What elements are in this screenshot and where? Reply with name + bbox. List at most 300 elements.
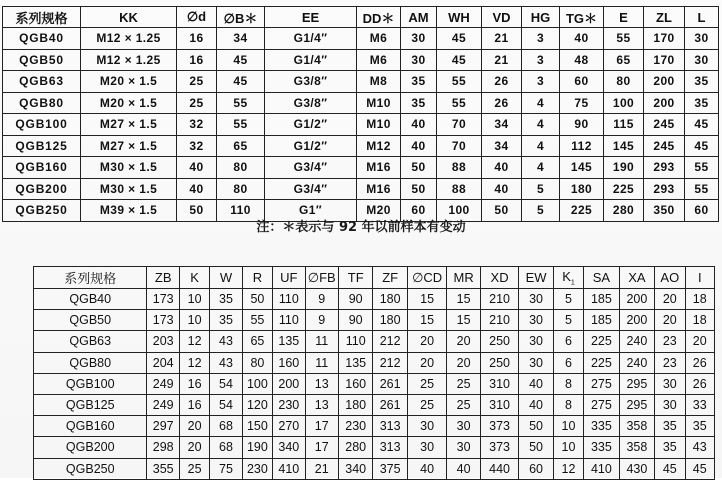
- value-cell: 135: [273, 331, 305, 352]
- value-cell: 340: [273, 437, 305, 458]
- value-cell: 225: [584, 352, 619, 373]
- value-cell: 30: [407, 416, 447, 437]
- value-cell: 25: [447, 373, 480, 394]
- value-cell: 90: [338, 310, 372, 331]
- model-cell: QGB80: [34, 352, 147, 373]
- value-cell: M30 × 1.5: [81, 178, 177, 200]
- model-cell: QGB50: [3, 49, 81, 71]
- model-cell: QGB250: [34, 458, 147, 479]
- value-cell: 65: [217, 135, 265, 157]
- value-cell: G1/4″: [265, 49, 357, 71]
- table-row: [34, 458, 715, 479]
- table-row: [34, 373, 715, 394]
- value-cell: 12: [179, 352, 209, 373]
- value-cell: 373: [480, 416, 519, 437]
- table-row: [3, 71, 719, 93]
- value-cell: 5: [553, 289, 583, 310]
- value-cell: 65: [604, 49, 644, 71]
- table-row: [34, 331, 715, 352]
- value-cell: 20: [447, 352, 480, 373]
- value-cell: 373: [480, 437, 519, 458]
- table-row: [34, 416, 715, 437]
- value-cell: 112: [560, 135, 604, 157]
- header-cell: MR: [447, 267, 480, 289]
- value-cell: 10: [179, 310, 209, 331]
- value-cell: 50: [401, 178, 437, 200]
- value-cell: 4: [522, 114, 560, 136]
- value-cell: 210: [480, 310, 519, 331]
- value-cell: 88: [437, 157, 482, 179]
- header-cell: AO: [655, 267, 685, 289]
- value-cell: 10: [553, 437, 583, 458]
- table-row: [3, 92, 719, 114]
- header-cell: WH: [437, 7, 482, 28]
- value-cell: M12 × 1.25: [81, 28, 177, 50]
- value-cell: 90: [338, 289, 372, 310]
- value-cell: 275: [584, 373, 619, 394]
- value-cell: 4: [522, 92, 560, 114]
- value-cell: 55: [437, 92, 482, 114]
- value-cell: 21: [482, 49, 522, 71]
- value-cell: 50: [482, 200, 522, 222]
- value-cell: 20: [179, 437, 209, 458]
- value-cell: 110: [217, 200, 265, 222]
- value-cell: 3: [522, 71, 560, 93]
- value-cell: 115: [604, 114, 644, 136]
- model-cell: QGB63: [34, 331, 147, 352]
- value-cell: 358: [619, 437, 654, 458]
- value-cell: 13: [305, 373, 338, 394]
- model-cell: QGB50: [34, 310, 147, 331]
- value-cell: 43: [685, 437, 715, 458]
- table-row: [3, 135, 719, 157]
- value-cell: 45: [685, 135, 719, 157]
- value-cell: 16: [179, 394, 209, 415]
- value-cell: 15: [407, 289, 447, 310]
- value-cell: 135: [338, 352, 372, 373]
- header-cell: L: [685, 7, 719, 28]
- value-cell: 33: [685, 394, 715, 415]
- header-cell: SA: [584, 267, 619, 289]
- value-cell: 180: [560, 178, 604, 200]
- value-cell: 45: [217, 49, 265, 71]
- value-cell: 16: [177, 49, 217, 71]
- value-cell: 4: [522, 135, 560, 157]
- header-cell: ZL: [644, 7, 685, 28]
- value-cell: 245: [644, 114, 685, 136]
- model-cell: QGB40: [34, 289, 147, 310]
- value-cell: 280: [338, 437, 372, 458]
- value-cell: 32: [177, 114, 217, 136]
- header-cell: KK: [81, 7, 177, 28]
- value-cell: 245: [644, 135, 685, 157]
- value-cell: 249: [147, 373, 179, 394]
- header-cell: DD＊: [357, 7, 401, 28]
- value-cell: 190: [604, 157, 644, 179]
- value-cell: 358: [619, 416, 654, 437]
- table-row: [34, 352, 715, 373]
- value-cell: 35: [685, 416, 715, 437]
- table-row: [34, 310, 715, 331]
- value-cell: 70: [437, 135, 482, 157]
- value-cell: 54: [210, 373, 242, 394]
- value-cell: M12 × 1.25: [81, 49, 177, 71]
- header-cell: I: [685, 267, 715, 289]
- value-cell: 35: [401, 92, 437, 114]
- value-cell: 30: [401, 28, 437, 50]
- value-cell: 35: [210, 289, 242, 310]
- value-cell: G1″: [265, 200, 357, 222]
- value-cell: 55: [242, 310, 272, 331]
- value-cell: 8: [553, 373, 583, 394]
- header-cell: ∅FB: [305, 267, 338, 289]
- value-cell: 270: [273, 416, 305, 437]
- value-cell: G1/2″: [265, 135, 357, 157]
- header-cell: E: [604, 7, 644, 28]
- value-cell: M27 × 1.5: [81, 114, 177, 136]
- dimension-table-top: [2, 6, 719, 222]
- value-cell: 295: [619, 394, 654, 415]
- value-cell: 6: [553, 352, 583, 373]
- value-cell: 410: [584, 458, 619, 479]
- value-cell: 90: [560, 114, 604, 136]
- value-cell: 30: [401, 49, 437, 71]
- value-cell: 60: [685, 200, 719, 222]
- table-row: [34, 394, 715, 415]
- value-cell: 55: [217, 92, 265, 114]
- header-cell: TF: [338, 267, 372, 289]
- value-cell: 50: [519, 437, 553, 458]
- value-cell: 20: [655, 310, 685, 331]
- model-cell: QGB200: [34, 437, 147, 458]
- table-row: [3, 157, 719, 179]
- value-cell: 293: [644, 178, 685, 200]
- value-cell: 280: [604, 200, 644, 222]
- value-cell: 88: [437, 178, 482, 200]
- value-cell: 30: [519, 289, 553, 310]
- value-cell: 80: [217, 157, 265, 179]
- value-cell: M10: [357, 92, 401, 114]
- value-cell: 30: [519, 310, 553, 331]
- value-cell: G3/4″: [265, 178, 357, 200]
- value-cell: 250: [480, 352, 519, 373]
- dimension-table-bottom: [33, 266, 715, 480]
- value-cell: 26: [482, 71, 522, 93]
- value-cell: 20: [407, 352, 447, 373]
- value-cell: 170: [644, 49, 685, 71]
- value-cell: 18: [685, 310, 715, 331]
- table-row: [3, 114, 719, 136]
- value-cell: M6: [357, 28, 401, 50]
- value-cell: 21: [305, 458, 338, 479]
- value-cell: 15: [447, 289, 480, 310]
- table-row: [3, 28, 719, 50]
- value-cell: 173: [147, 289, 179, 310]
- value-cell: 80: [242, 352, 272, 373]
- value-cell: 355: [147, 458, 179, 479]
- value-cell: 25: [407, 373, 447, 394]
- value-cell: 180: [338, 394, 372, 415]
- value-cell: 35: [401, 71, 437, 93]
- value-cell: 55: [685, 157, 719, 179]
- value-cell: 150: [242, 416, 272, 437]
- value-cell: 185: [584, 289, 619, 310]
- value-cell: 40: [407, 458, 447, 479]
- value-cell: 11: [305, 352, 338, 373]
- table-header-row: [3, 7, 719, 28]
- header-cell: 系列规格: [34, 267, 147, 289]
- value-cell: 40: [519, 373, 553, 394]
- value-cell: 15: [447, 310, 480, 331]
- value-cell: 30: [519, 352, 553, 373]
- value-cell: 30: [447, 416, 480, 437]
- value-cell: 310: [480, 394, 519, 415]
- value-cell: 55: [685, 178, 719, 200]
- value-cell: 48: [560, 49, 604, 71]
- value-cell: 40: [482, 157, 522, 179]
- table-body: [3, 28, 719, 222]
- value-cell: 12: [553, 458, 583, 479]
- value-cell: 30: [655, 373, 685, 394]
- value-cell: 43: [210, 331, 242, 352]
- value-cell: 35: [655, 416, 685, 437]
- value-cell: 440: [480, 458, 519, 479]
- value-cell: M20 × 1.5: [81, 71, 177, 93]
- value-cell: 30: [447, 437, 480, 458]
- value-cell: 68: [210, 416, 242, 437]
- value-cell: 212: [373, 352, 407, 373]
- value-cell: 43: [210, 352, 242, 373]
- value-cell: 25: [177, 92, 217, 114]
- value-cell: 30: [519, 331, 553, 352]
- model-cell: QGB125: [34, 394, 147, 415]
- value-cell: 110: [273, 310, 305, 331]
- model-cell: QGB100: [3, 114, 81, 136]
- value-cell: 375: [373, 458, 407, 479]
- value-cell: 210: [480, 289, 519, 310]
- value-cell: 25: [447, 394, 480, 415]
- header-cell: EE: [265, 7, 357, 28]
- value-cell: 340: [338, 458, 372, 479]
- value-cell: 110: [273, 289, 305, 310]
- value-cell: 15: [407, 310, 447, 331]
- value-cell: G1/4″: [265, 28, 357, 50]
- value-cell: G3/8″: [265, 71, 357, 93]
- value-cell: 35: [210, 310, 242, 331]
- value-cell: 180: [373, 310, 407, 331]
- value-cell: 55: [437, 71, 482, 93]
- value-cell: 9: [305, 310, 338, 331]
- value-cell: 68: [210, 437, 242, 458]
- value-cell: 249: [147, 394, 179, 415]
- header-cell: ZF: [373, 267, 407, 289]
- value-cell: 23: [655, 352, 685, 373]
- value-cell: 5: [553, 310, 583, 331]
- value-cell: M10: [357, 114, 401, 136]
- model-cell: QGB63: [3, 71, 81, 93]
- value-cell: 60: [519, 458, 553, 479]
- value-cell: 55: [604, 28, 644, 50]
- value-cell: 145: [560, 157, 604, 179]
- value-cell: M16: [357, 178, 401, 200]
- value-cell: 50: [401, 157, 437, 179]
- header-cell: ZB: [147, 267, 179, 289]
- value-cell: 34: [482, 135, 522, 157]
- value-cell: 35: [655, 437, 685, 458]
- value-cell: 200: [619, 310, 654, 331]
- value-cell: 10: [553, 416, 583, 437]
- value-cell: 45: [685, 458, 715, 479]
- header-cell: AM: [401, 7, 437, 28]
- value-cell: 9: [305, 289, 338, 310]
- value-cell: 40: [519, 394, 553, 415]
- value-cell: 180: [373, 289, 407, 310]
- value-cell: 21: [482, 28, 522, 50]
- header-cell: TG＊: [560, 7, 604, 28]
- value-cell: 50: [242, 289, 272, 310]
- value-cell: 34: [217, 28, 265, 50]
- value-cell: 4: [522, 157, 560, 179]
- value-cell: 45: [685, 114, 719, 136]
- header-cell: 系列规格: [3, 7, 81, 28]
- value-cell: 23: [655, 331, 685, 352]
- value-cell: M8: [357, 71, 401, 93]
- table-row: [3, 49, 719, 71]
- table-row: [34, 437, 715, 458]
- value-cell: 26: [482, 92, 522, 114]
- value-cell: 45: [437, 28, 482, 50]
- value-cell: 335: [584, 437, 619, 458]
- value-cell: 410: [273, 458, 305, 479]
- value-cell: 185: [584, 310, 619, 331]
- value-cell: 200: [619, 289, 654, 310]
- value-cell: 50: [519, 416, 553, 437]
- value-cell: 40: [401, 114, 437, 136]
- value-cell: 80: [604, 71, 644, 93]
- value-cell: 3: [522, 49, 560, 71]
- value-cell: 25: [407, 394, 447, 415]
- value-cell: 120: [242, 394, 272, 415]
- value-cell: 240: [619, 352, 654, 373]
- model-cell: QGB160: [3, 157, 81, 179]
- value-cell: 20: [447, 331, 480, 352]
- header-cell: ∅d: [177, 7, 217, 28]
- value-cell: M20: [357, 200, 401, 222]
- value-cell: 32: [177, 135, 217, 157]
- header-cell: ∅CD: [407, 267, 447, 289]
- value-cell: 5: [522, 178, 560, 200]
- value-cell: 75: [210, 458, 242, 479]
- value-cell: 54: [210, 394, 242, 415]
- value-cell: 40: [482, 178, 522, 200]
- value-cell: 313: [373, 437, 407, 458]
- value-cell: 200: [644, 92, 685, 114]
- value-cell: 20: [685, 331, 715, 352]
- value-cell: 230: [273, 394, 305, 415]
- value-cell: 100: [242, 373, 272, 394]
- value-cell: 40: [447, 458, 480, 479]
- value-cell: M16: [357, 157, 401, 179]
- header-cell: HG: [522, 7, 560, 28]
- header-cell: XA: [619, 267, 654, 289]
- value-cell: 75: [560, 92, 604, 114]
- value-cell: M20 × 1.5: [81, 92, 177, 114]
- value-cell: 295: [619, 373, 654, 394]
- header-cell: XD: [480, 267, 519, 289]
- value-cell: 26: [685, 373, 715, 394]
- value-cell: 40: [177, 178, 217, 200]
- value-cell: 40: [177, 157, 217, 179]
- value-cell: 225: [560, 200, 604, 222]
- value-cell: 18: [685, 289, 715, 310]
- value-cell: 16: [179, 373, 209, 394]
- value-cell: 298: [147, 437, 179, 458]
- value-cell: 313: [373, 416, 407, 437]
- value-cell: 45: [655, 458, 685, 479]
- value-cell: 30: [407, 437, 447, 458]
- value-cell: 240: [619, 331, 654, 352]
- model-cell: QGB250: [3, 200, 81, 222]
- value-cell: 55: [217, 114, 265, 136]
- header-cell: VD: [482, 7, 522, 28]
- value-cell: 13: [305, 394, 338, 415]
- value-cell: M30 × 1.5: [81, 157, 177, 179]
- value-cell: 20: [179, 416, 209, 437]
- value-cell: 30: [685, 28, 719, 50]
- table-row: [34, 289, 715, 310]
- value-cell: 16: [177, 28, 217, 50]
- value-cell: 261: [373, 373, 407, 394]
- value-cell: 25: [179, 458, 209, 479]
- value-cell: 225: [584, 331, 619, 352]
- value-cell: 261: [373, 394, 407, 415]
- table-body: [34, 289, 715, 480]
- value-cell: 60: [560, 71, 604, 93]
- value-cell: 45: [437, 49, 482, 71]
- model-cell: QGB125: [3, 135, 81, 157]
- value-cell: 212: [373, 331, 407, 352]
- model-cell: QGB40: [3, 28, 81, 50]
- value-cell: 25: [177, 71, 217, 93]
- value-cell: G3/4″: [265, 157, 357, 179]
- value-cell: M12: [357, 135, 401, 157]
- header-cell: W: [210, 267, 242, 289]
- value-cell: 310: [480, 373, 519, 394]
- model-cell: QGB80: [3, 92, 81, 114]
- value-cell: 145: [604, 135, 644, 157]
- footnote: 注：＊表示与 92 年以前样本有变动: [256, 220, 466, 235]
- value-cell: 40: [401, 135, 437, 157]
- value-cell: 80: [217, 178, 265, 200]
- value-cell: 160: [273, 352, 305, 373]
- value-cell: M6: [357, 49, 401, 71]
- value-cell: M39 × 1.5: [81, 200, 177, 222]
- value-cell: 170: [644, 28, 685, 50]
- value-cell: 203: [147, 331, 179, 352]
- value-cell: 100: [604, 92, 644, 114]
- value-cell: 430: [619, 458, 654, 479]
- value-cell: 230: [338, 416, 372, 437]
- value-cell: 335: [584, 416, 619, 437]
- header-cell: K: [179, 267, 209, 289]
- value-cell: G1/2″: [265, 114, 357, 136]
- value-cell: 100: [437, 200, 482, 222]
- value-cell: G3/8″: [265, 92, 357, 114]
- value-cell: 70: [437, 114, 482, 136]
- value-cell: 20: [655, 289, 685, 310]
- value-cell: 50: [177, 200, 217, 222]
- value-cell: 10: [179, 289, 209, 310]
